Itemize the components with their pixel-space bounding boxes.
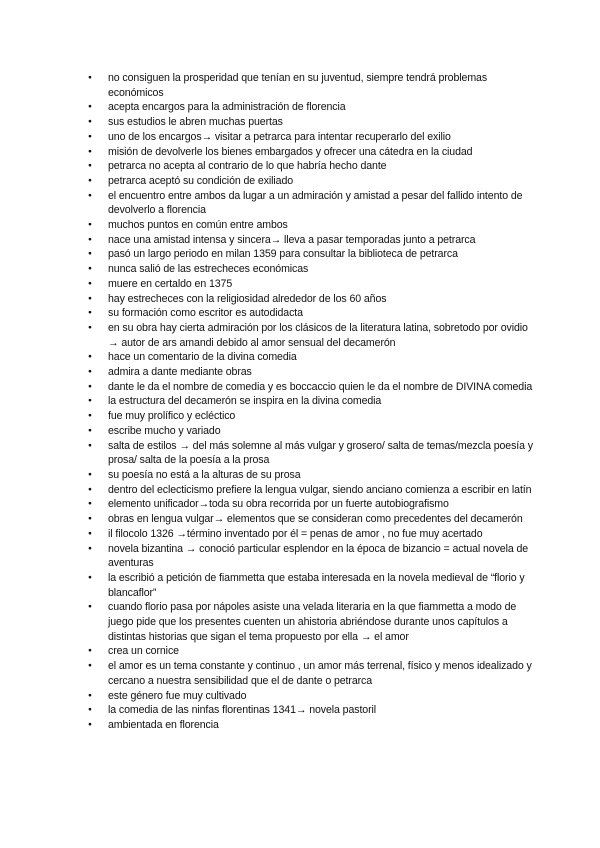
bullet-list xyxy=(88,71,533,733)
list-item: ● crea un cornice xyxy=(88,644,533,659)
list-item: ● la estructura del decamerón se inspira en la divina comedia xyxy=(88,394,533,409)
list-item: ● en su obra hay cierta admiración por los clásicos de la literatura latina, sobretodo por ovidio → autor de ars amandi debido al amor sensual del decamerón xyxy=(88,321,533,350)
list-item: ● nace una amistad intensa y sincera→ lleva a pasar temporadas junto a petrarca xyxy=(88,233,533,248)
list-item: ● il filocolo 1326 →término inventado por él = penas de amor , no fue muy acertado xyxy=(88,527,533,542)
list-item: ● cuando florio pasa por nápoles asiste una velada literaria en la que fiammetta a modo de juego pide que los presentes cuenten un ahistoria abriéndose durante unos capítulos a distintas historias que sigan el tema propuesto por ella → el amor xyxy=(88,600,533,644)
list-item: ● este género fue muy cultivado xyxy=(88,689,533,704)
list-item: ● la escribió a petición de fiammetta que estaba interesada en la novela medieval de “florio y blancaflor” xyxy=(88,571,533,600)
list-item: ● pasó un largo periodo en milan 1359 para consultar la biblioteca de petrarca xyxy=(88,247,533,262)
list-item: ● su poesía no está a la alturas de su prosa xyxy=(88,468,533,483)
list-item: ● uno de los encargos→ visitar a petrarca para intentar recuperarlo del exilio xyxy=(88,130,533,145)
list-item: ● el amor es un tema constante y continuo , un amor más terrenal, físico y menos idealizado y cercano a nuestra sensibilidad que el de dante o petrarca xyxy=(88,659,533,688)
list-item: ● hace un comentario de la divina comedia xyxy=(88,350,533,365)
list-item: ● elemento unificador→toda su obra recorrida por un fuerte autobiografismo xyxy=(88,497,533,512)
list-item: ● muere en certaldo en 1375 xyxy=(88,277,533,292)
list-item: ● misión de devolverle los bienes embargados y ofrecer una cátedra en la ciudad xyxy=(88,145,533,160)
list-item: ● nunca salió de las estrecheces económicas xyxy=(88,262,533,277)
list-item: ● petrarca aceptó su condición de exiliado xyxy=(88,174,533,189)
list-item: ● muchos puntos en común entre ambos xyxy=(88,218,533,233)
list-item: ● fue muy prolífico y ecléctico xyxy=(88,409,533,424)
list-item: ● obras en lengua vulgar→ elementos que se consideran como precedentes del decamerón xyxy=(88,512,533,527)
list-item: ● dentro del eclecticismo prefiere la lengua vulgar, siendo anciano comienza a escribir en latín xyxy=(88,483,533,498)
list-item: ● novela bizantina → conoció particular esplendor en la época de bizancio = actual novela de aventuras xyxy=(88,542,533,571)
list-item: ● ambientada en florencia xyxy=(88,718,533,733)
list-item: ● no consiguen la prosperidad que tenían en su juventud, siempre tendrá problemas económicos xyxy=(88,71,533,100)
list-item: ● petrarca no acepta al contrario de lo que habría hecho dante xyxy=(88,159,533,174)
list-item: ● su formación como escritor es autodidacta xyxy=(88,306,533,321)
list-item: ● acepta encargos para la administración de florencia xyxy=(88,100,533,115)
list-item: ● admira a dante mediante obras xyxy=(88,365,533,380)
list-item: ● el encuentro entre ambos da lugar a un admiración y amistad a pesar del fallido intento de devolverlo a florencia xyxy=(88,189,533,218)
list-item: ● sus estudios le abren muchas puertas xyxy=(88,115,533,130)
list-item: ● salta de estilos → del más solemne al más vulgar y grosero/ salta de temas/mezcla poesía y prosa/ salta de la poesía a la prosa xyxy=(88,439,533,468)
list-item: ● la comedia de las ninfas florentinas 1341→ novela pastoril xyxy=(88,703,533,718)
list-item: ● hay estrecheces con la religiosidad alrededor de los 60 años xyxy=(88,292,533,307)
list-item: ● dante le da el nombre de comedia y es boccaccio quien le da el nombre de DIVINA comedia xyxy=(88,380,533,395)
list-item: ● escribe mucho y variado xyxy=(88,424,533,439)
